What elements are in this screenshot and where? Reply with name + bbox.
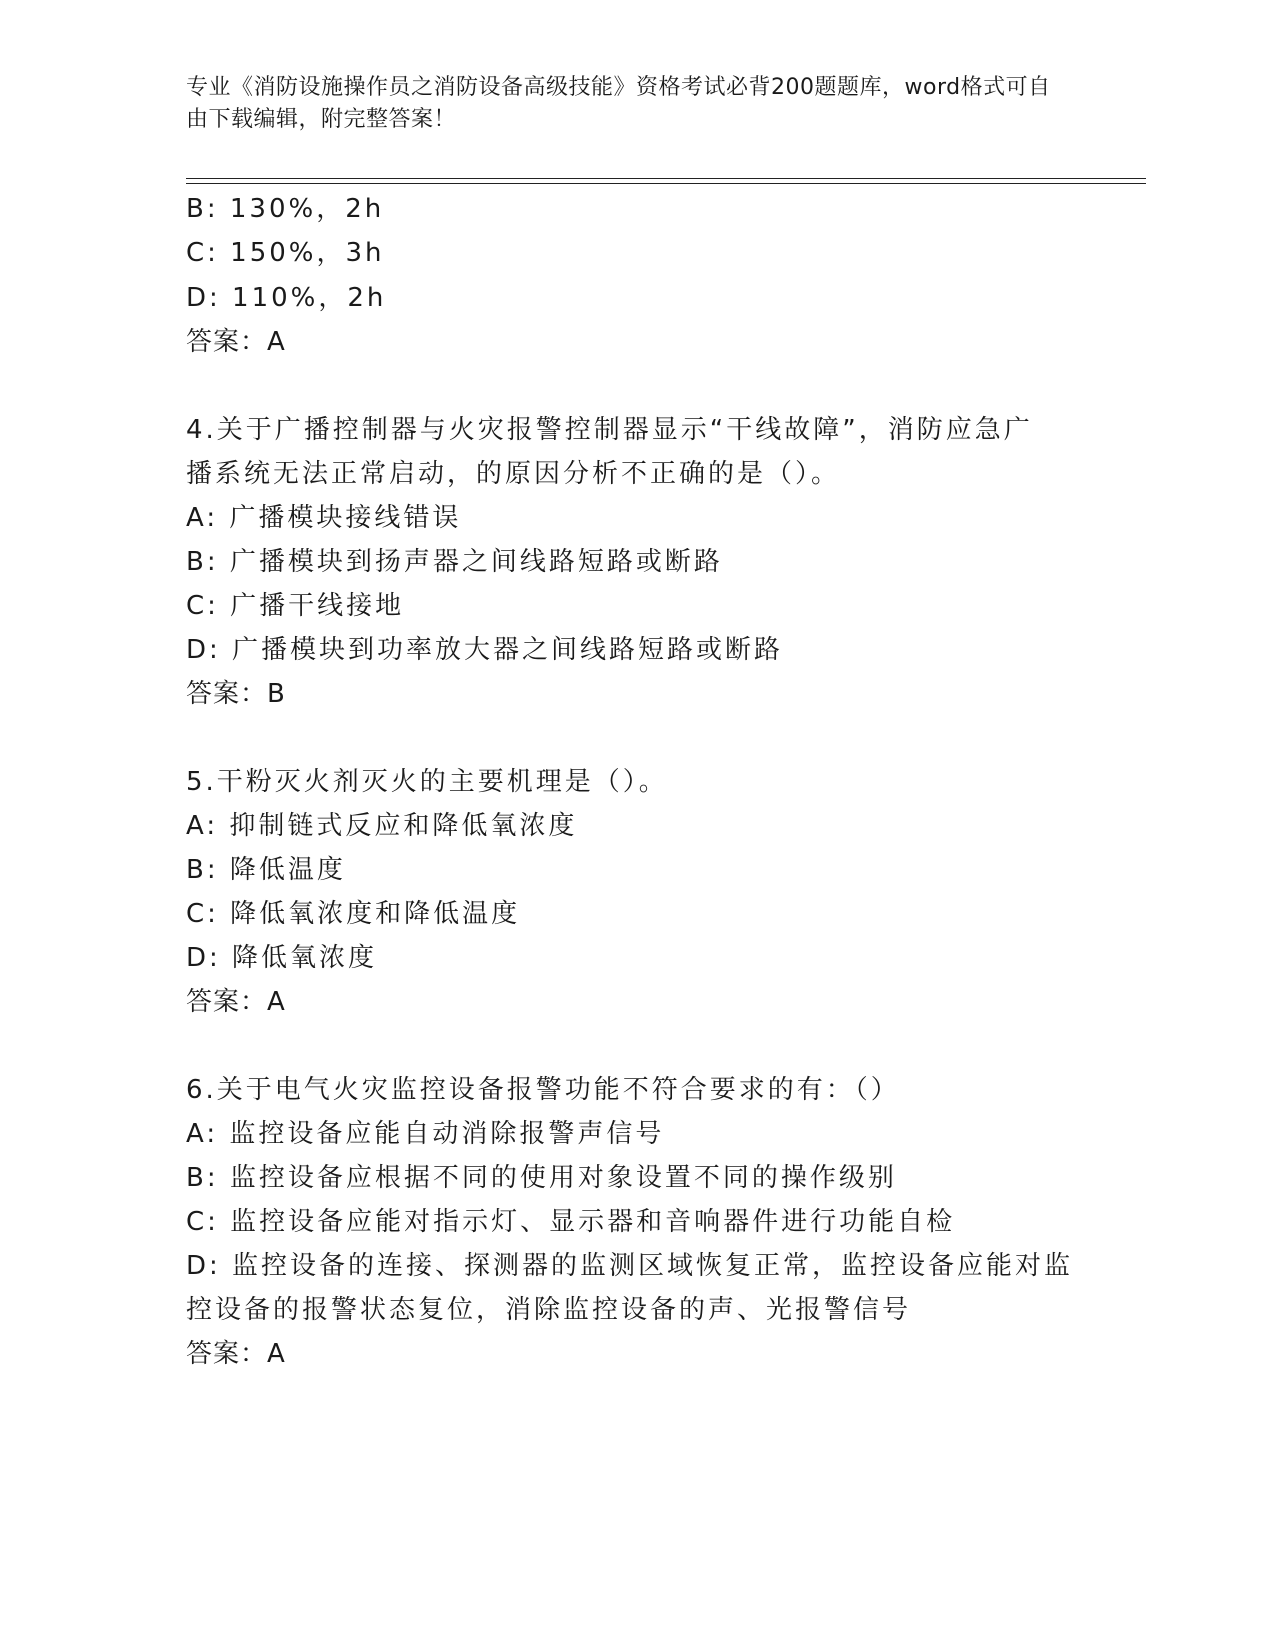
q4-stem-line1: 4.关于广播控制器与火灾报警控制器显示“干线故障”，消防应急广 (186, 415, 1033, 445)
q4-option-b: B: 广播模块到扬声器之间线路短路或断路 (186, 547, 723, 577)
q6-stem-line1: 6.关于电气火灾监控设备报警功能不符合要求的有：（） (186, 1075, 900, 1105)
q6-answer: 答案：A (186, 1339, 286, 1369)
prev-option-d: D: 110%，2h (186, 283, 387, 313)
q6-option-a: A: 监控设备应能自动消除报警声信号 (186, 1119, 665, 1149)
q5-option-d: D: 降低氧浓度 (186, 943, 378, 973)
q4-option-a: A: 广播模块接线错误 (186, 503, 462, 533)
q4-option-d: D: 广播模块到功率放大器之间线路短路或断路 (186, 635, 784, 665)
q5-option-b: B: 降低温度 (186, 855, 346, 885)
prev-answer: 答案：A (186, 327, 286, 357)
q6-option-b: B: 监控设备应根据不同的使用对象设置不同的操作级别 (186, 1163, 897, 1193)
q5-option-a: A: 抑制链式反应和降低氧浓度 (186, 811, 578, 841)
prev-option-c: C: 150%，3h (186, 238, 385, 268)
header-divider-top (186, 178, 1146, 179)
q6-option-d-line2: 控设备的报警状态复位，消除监控设备的声、光报警信号 (186, 1295, 912, 1325)
q4-answer: 答案：B (186, 679, 286, 709)
header-divider-bottom (186, 183, 1146, 184)
document-header: 专业《消防设施操作员之消防设备高级技能》资格考试必背200题题库，word格式可自由下载编辑，附完整答案！ (186, 75, 1051, 132)
q5-stem-line1: 5.干粉灭火剂灭火的主要机理是（）。 (186, 767, 668, 797)
q6-option-c: C: 监控设备应能对指示灯、显示器和音响器件进行功能自检 (186, 1207, 956, 1237)
q4-stem-line2: 播系统无法正常启动，的原因分析不正确的是（）。 (186, 459, 841, 489)
q6-option-d: D: 监控设备的连接、探测器的监测区域恢复正常，监控设备应能对监 (186, 1251, 1074, 1281)
q4-option-c: C: 广播干线接地 (186, 591, 405, 621)
q5-option-c: C: 降低氧浓度和降低温度 (186, 899, 521, 929)
prev-option-b: B: 130%，2h (186, 194, 385, 224)
q5-answer: 答案：A (186, 987, 286, 1017)
